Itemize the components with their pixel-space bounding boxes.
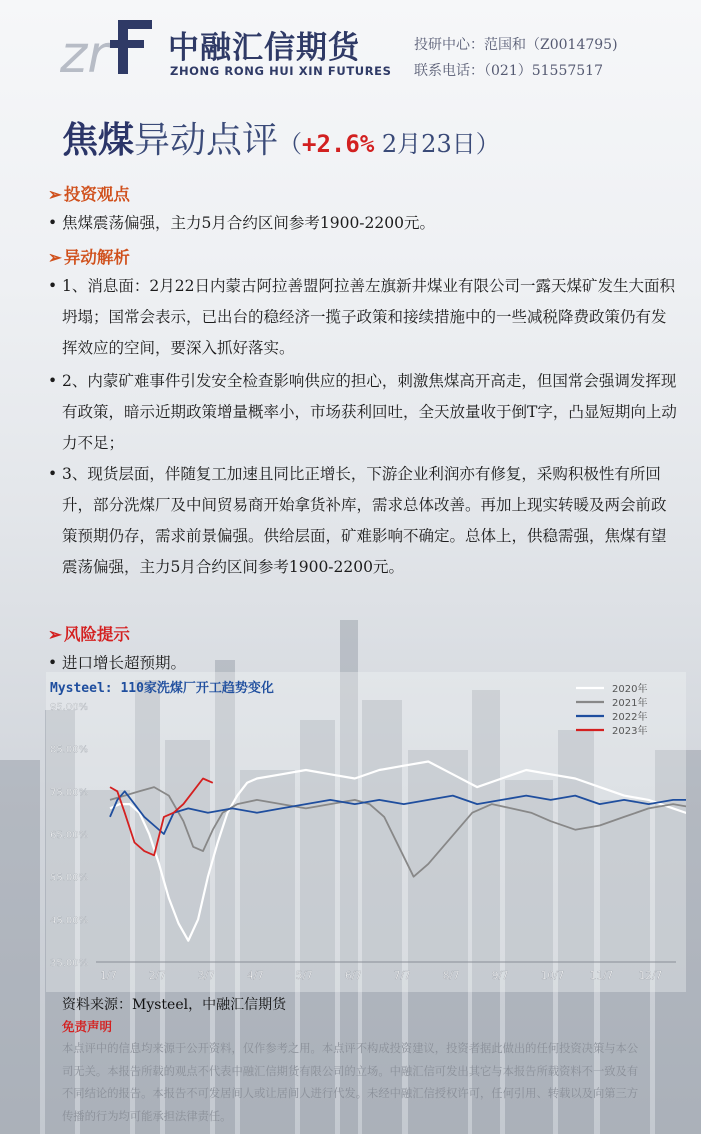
analysis-text-1: 1、消息面：2月22日内蒙古阿拉善盟阿拉善左旗新井煤业有限公司一露天煤矿发生大面积坍塌；国常会表示，已出台的稳经济一揽子政策和接续措施中的一些减税降费政策仍有发挥效应的空间，要深入抓好落实。 — [62, 277, 675, 357]
analyst-contact: 投研中心：范国和（Z0014795) — [414, 37, 618, 53]
legend-label: 2023年 — [612, 726, 648, 737]
analysis-point-1 — [48, 271, 678, 364]
data-source: 资料来源：Mysteel，中融汇信期货 — [62, 997, 287, 1013]
analysis-heading-label: 异动解析 — [63, 248, 130, 267]
view-heading — [48, 181, 130, 205]
disclaimer-title: 免责声明 — [62, 1019, 113, 1034]
risk-heading — [48, 621, 130, 645]
chart-background — [46, 672, 686, 992]
risk-heading-label: 风险提示 — [63, 625, 130, 644]
bullet: • — [48, 214, 58, 232]
company-name-cn: 中融汇信期货 — [168, 30, 360, 66]
bullet: • — [48, 277, 58, 295]
title-paren-close: ） — [475, 130, 500, 158]
x-tick-label: 2/7 — [148, 970, 166, 982]
x-tick-label: 8/7 — [442, 970, 460, 982]
bullet: • — [48, 465, 58, 483]
x-tick-label: 12/7 — [638, 970, 663, 982]
analysis-text-3: 3、现货层面，伴随复工加速且同比正增长，下游企业利润亦有修复，采购积极性有所回升，部分洗煤厂及中间贸易商开始拿货补库，需求总体改善。再加上现实转暖及两会前政策预期仍存，需求前景偏强。供给层面，矿难影响不确定。总体上，供稳需强，焦煤有望震荡偏强，主力5月合约区间参考1900-2200元。 — [62, 465, 667, 576]
y-tick-label: 45.00% — [50, 915, 89, 927]
x-tick-label: 10/7 — [540, 970, 565, 982]
analysis-text-2: 2、内蒙矿难事件引发安全检查影响供应的担心，刺激焦煤高开高走，但国常会强调发挥现有政策，暗示近期政策增量概率小，市场获利回吐，全天放量收于倒T字，凸显短期向上动力不足； — [62, 372, 677, 452]
x-tick-label: 5/7 — [295, 970, 313, 982]
y-tick-label: 65.00% — [50, 830, 89, 841]
phone-contact: 联系电话：（021）51557517 — [414, 63, 603, 79]
legend-label: 2021年 — [612, 698, 648, 709]
coal-washing-plant-utilization-chart — [46, 672, 686, 992]
report-header — [0, 0, 701, 110]
y-tick-label: 85.00% — [50, 744, 89, 756]
company-logo-icon — [60, 14, 156, 76]
legend-label: 2020年 — [612, 684, 648, 695]
risk-text: 进口增长超预期。 — [62, 654, 187, 672]
view-paragraph — [48, 208, 678, 239]
arrow-icon: ➢ — [48, 625, 62, 644]
report-date: 2月23日 — [374, 130, 476, 158]
bullet: • — [48, 654, 58, 672]
title-paren-open: （ — [278, 130, 303, 158]
title-commodity: 焦煤 — [62, 119, 135, 161]
title-type: 异动点评 — [134, 120, 279, 161]
disclaimer-text: 本点评中的信息均来源于公开资料，仅作参考之用。本点评不构成投资建议，投资者据此做出的任何投资决策与本公司无关。本报告所载的观点不代表中融汇信期货有限公司的立场。中融汇信可发出其它与本报告所载资料不一致及有不同结论的报告。本报告不可发居间人或让居间人进行代发。未经中融汇信授权许可，任何引用、转载以及向第三方传播的行为均可能承担法律责任。 — [62, 1042, 639, 1123]
y-tick-label: 75.00% — [50, 787, 89, 799]
arrow-icon: ➢ — [48, 185, 62, 204]
x-tick-label: 7/7 — [393, 970, 411, 982]
x-tick-label: 3/7 — [197, 970, 215, 982]
x-tick-label: 9/7 — [491, 970, 509, 982]
view-text: 焦煤震荡偏强，主力5月合约区间参考1900-2200元。 — [62, 214, 435, 232]
x-tick-label: 11/7 — [589, 970, 614, 982]
company-name-en: ZHONG RONG HUI XIN FUTURES — [170, 64, 392, 78]
arrow-icon: ➢ — [48, 248, 62, 267]
x-tick-label: 4/7 — [246, 970, 264, 982]
svg-text:zr: zr — [60, 25, 109, 76]
y-tick-label: 55.00% — [50, 872, 89, 884]
bullet: • — [48, 372, 58, 390]
y-tick-label: 95.00% — [50, 702, 89, 713]
legend-label: 2022年 — [612, 712, 648, 723]
analysis-heading — [48, 244, 130, 268]
view-heading-label: 投资观点 — [63, 185, 130, 204]
y-tick-label: 35.00% — [50, 958, 89, 969]
x-tick-label: 6/7 — [344, 970, 362, 982]
analysis-point-2 — [48, 366, 678, 459]
report-title — [62, 112, 500, 163]
chart-title: Mysteel: 110家洗煤厂开工趋势变化 — [50, 681, 274, 696]
analysis-point-3 — [48, 459, 678, 583]
price-change: +2.6% — [302, 130, 375, 158]
x-tick-label: 1/7 — [100, 970, 117, 982]
